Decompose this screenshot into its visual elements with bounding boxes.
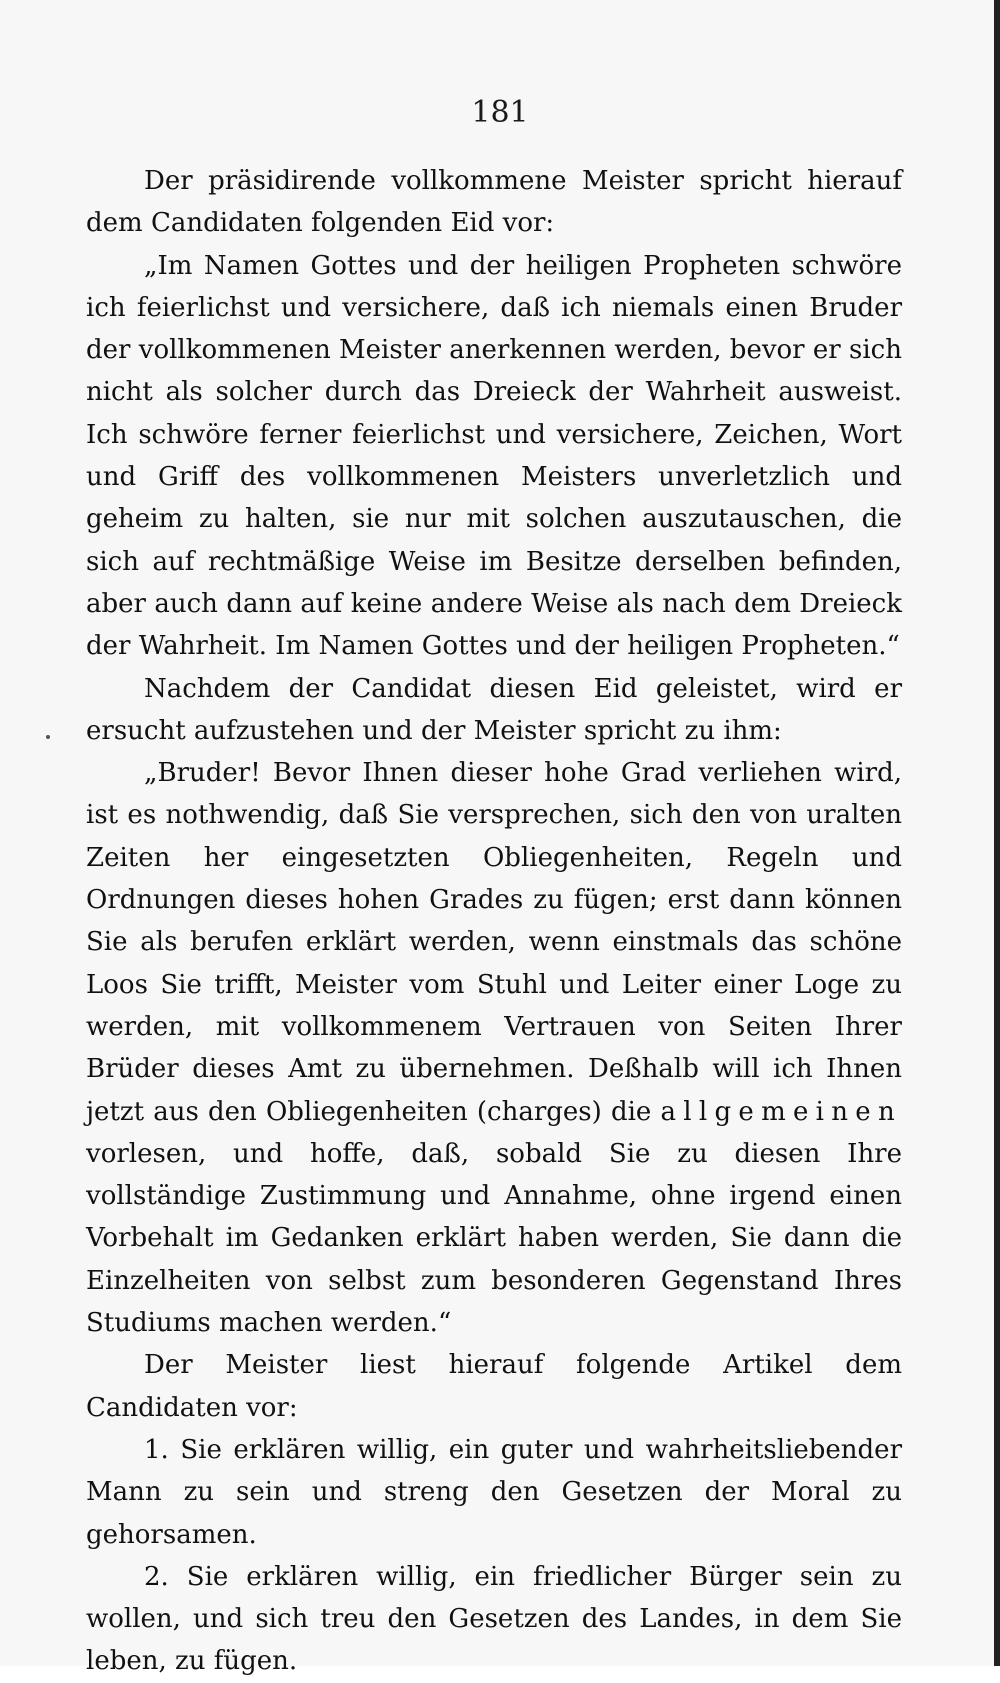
paragraph-articles-intro: Der Meister liest hierauf folgende Artikel dem Candidaten vor: bbox=[86, 1350, 902, 1423]
article-2: 2. Sie erklären willig, ein friedlicher Bürger sein zu wollen, und sich treu den Gesetzen des Landes, in dem Sie leben, zu fügen. bbox=[86, 1561, 902, 1677]
paragraph-candidate: Nachdem der Candidat diesen Eid geleistet, wird er ersucht aufzustehen und der Meister spricht zu ihm: bbox=[86, 673, 902, 746]
article-1: 1. Sie erklären willig, ein guter und wahrheitsliebender Mann zu sein und streng den Gesetzen der Moral zu gehorsamen. bbox=[86, 1434, 902, 1550]
paragraph-oath: „Im Namen Gottes und der heiligen Propheten schwöre ich feierlichst und versichere, daß ich niemals einen Bruder der vollkommenen Meister anerkennen werden, bevor er sich nicht als solcher durch das Dreieck der Wahrheit ausweist. Ich schwöre ferner feierlichst und versichere, Zeichen, Wort und Griff des vollkommenen Meisters unverletzlich und geheim zu halten, sie nur mit solchen auszutauschen, die sich auf rechtmäßige Weise im Besitze derselben befinden, aber auch dann auf keine andere Weise als nach dem Dreieck der Wahrheit. Im Namen Gottes und der heiligen Propheten.“ bbox=[86, 250, 902, 662]
page-text bbox=[86, 160, 902, 1683]
paragraph-intro: Der präsidirende vollkommene Meister spricht hierauf dem Candidaten folgenden Eid vor: bbox=[86, 166, 902, 239]
page-number: 181 bbox=[471, 95, 529, 130]
scan-speck bbox=[46, 735, 50, 739]
paragraph-master-speech bbox=[86, 752, 902, 1344]
speech-emphasis: allgemeinen bbox=[660, 1096, 902, 1127]
speech-text-start: „Bruder! Bevor Ihnen dieser hohe Grad verliehen wird, ist es nothwendig, daß Sie versprechen, sich den von uralten Zeiten her eingesetzten Obliegenheiten, Regeln und Ordnungen dieses hohen Grades zu fügen; erst dann können Sie als berufen erklärt werden, wenn einstmals das schöne Loos Sie trifft, Meister vom Stuhl und Leiter einer Loge zu werden, mit vollkommenem Vertrauen von Seiten Ihrer Brüder dieses Amt zu übernehmen. Deßhalb will ich Ihnen jetzt aus den Obliegenheiten (charges) die bbox=[86, 758, 902, 1127]
speech-text-end: vorlesen, und hoffe, daß, sobald Sie zu diesen Ihre vollständige Zustimmung und Annahme, ohne irgend einen Vorbehalt im Gedanken erklärt haben werden, Sie dann die Einzelheiten von selbst zum besonderen Gegenstand Ihres Studiums machen werden.“ bbox=[86, 1138, 902, 1339]
